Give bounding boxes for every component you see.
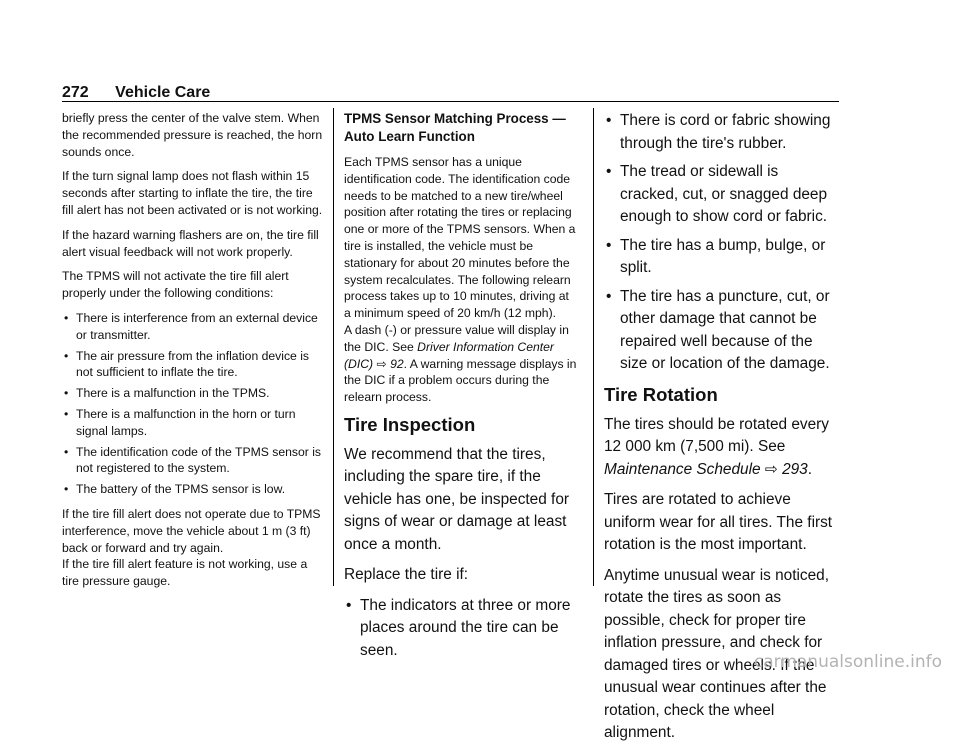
page-reference-arrow-icon: ⇨ xyxy=(376,356,387,371)
column-divider-2 xyxy=(593,108,594,586)
section-heading-tire-inspection: Tire Inspection xyxy=(344,413,476,435)
maintenance-schedule-link[interactable]: Maintenance Schedule xyxy=(604,460,761,478)
list-item: • There is interference from an external device or transmitter. xyxy=(62,310,324,344)
replace-conditions-list-continued xyxy=(604,110,840,376)
dic-link[interactable]: Driver Information Center (DIC) xyxy=(344,339,554,371)
section-title: Vehicle Care xyxy=(115,84,211,101)
paragraph: The TPMS will not activate the tire fill alert properly under the following conditions: xyxy=(62,269,289,301)
paragraph: Tires are rotated to achieve uniform wear for all tires. The first rotation is the most important. xyxy=(604,491,833,553)
list-item: • The identification code of the TPMS sensor is not registered to the system. xyxy=(62,444,324,478)
list-item: • The tread or sidewall is cracked, cut, or snagged deep enough to show cord or fabric. xyxy=(604,161,840,229)
page-number: 272 xyxy=(62,84,89,101)
condition-list xyxy=(62,310,324,498)
column-2 xyxy=(344,110,579,670)
page-reference[interactable]: 293 xyxy=(782,460,808,478)
paragraph: The tires should be rotated every 12 000 km (7,500 mi). See Maintenance Schedule ⇨ 293. xyxy=(604,415,829,478)
paragraph: If the hazard warning flashers are on, the tire fill alert visual feedback will not work properly. xyxy=(62,227,319,259)
paragraph: If the tire fill alert does not operate due to TPMS interference, move the vehicle about 1 m (3 ft) back or forward and try again. xyxy=(62,506,321,555)
paragraph: Anytime unusual wear is noticed, rotate the tires as soon as possible, check for proper tire inflation pressure, and check for damaged tires or wheels. If the unusual wear continues after the rotation, check the wheel alignment. xyxy=(604,566,829,741)
list-item: • The tire has a bump, bulge, or split. xyxy=(604,235,840,280)
paragraph: briefly press the center of the valve stem. When the recommended pressure is reached, the horn sounds once. xyxy=(62,111,323,159)
paragraph: Replace the tire if: xyxy=(344,566,469,584)
paragraph: Each TPMS sensor has a unique identification code. The identification code needs to be matched to a new tire/wheel position after rotating the tires or replacing one or more of the TPMS sensors. When a tire is installed, the vehicle must be stationary for about 20 minutes before the system recalculates. The following relearn process takes up to 10 minutes, driving at a minimum speed of 20 km/h (12 mph). xyxy=(344,155,576,321)
list-item: • There is cord or fabric showing through the tire's rubber. xyxy=(604,110,840,155)
list-item: • There is a malfunction in the TPMS. xyxy=(62,385,324,402)
list-item: • The air pressure from the inflation device is not sufficient to inflate the tire. xyxy=(62,348,324,382)
page-reference[interactable]: 92 xyxy=(390,356,404,371)
paragraph: If the tire fill alert feature is not working, use a tire pressure gauge. xyxy=(62,557,308,589)
watermark: carmanualsonline.info xyxy=(753,652,942,672)
section-heading-tire-rotation: Tire Rotation xyxy=(604,383,718,405)
header-rule xyxy=(62,101,839,102)
replace-conditions-list xyxy=(344,595,579,663)
paragraph: We recommend that the tires, including the spare tire, if the vehicle has one, be inspected for signs of wear or damage at least once a month. xyxy=(344,445,570,553)
page-reference-arrow-icon: ⇨ xyxy=(764,460,778,478)
page-header xyxy=(62,84,210,102)
list-item: • The tire has a puncture, cut, or other damage that cannot be repaired well because of the size or location of the damage. xyxy=(604,286,840,376)
list-item: • The battery of the TPMS sensor is low. xyxy=(62,481,324,498)
subsection-heading: TPMS Sensor Matching Process — Auto Learn Function xyxy=(344,111,566,144)
paragraph: A dash (-) or pressure value will display in the DIC. See Driver Information Center (DIC) ⇨ 92. A warning message displays in the DIC if a problem occurs during the relearn process. xyxy=(344,322,577,405)
column-divider-1 xyxy=(333,108,334,586)
column-1 xyxy=(62,110,324,598)
list-item: • There is a malfunction in the horn or turn signal lamps. xyxy=(62,406,324,440)
list-item: • The indicators at three or more places around the tire can be seen. xyxy=(344,595,579,663)
paragraph: If the turn signal lamp does not flash within 15 seconds after starting to inflate the tire, the tire fill alert has not been activated or is not working. xyxy=(62,169,323,217)
